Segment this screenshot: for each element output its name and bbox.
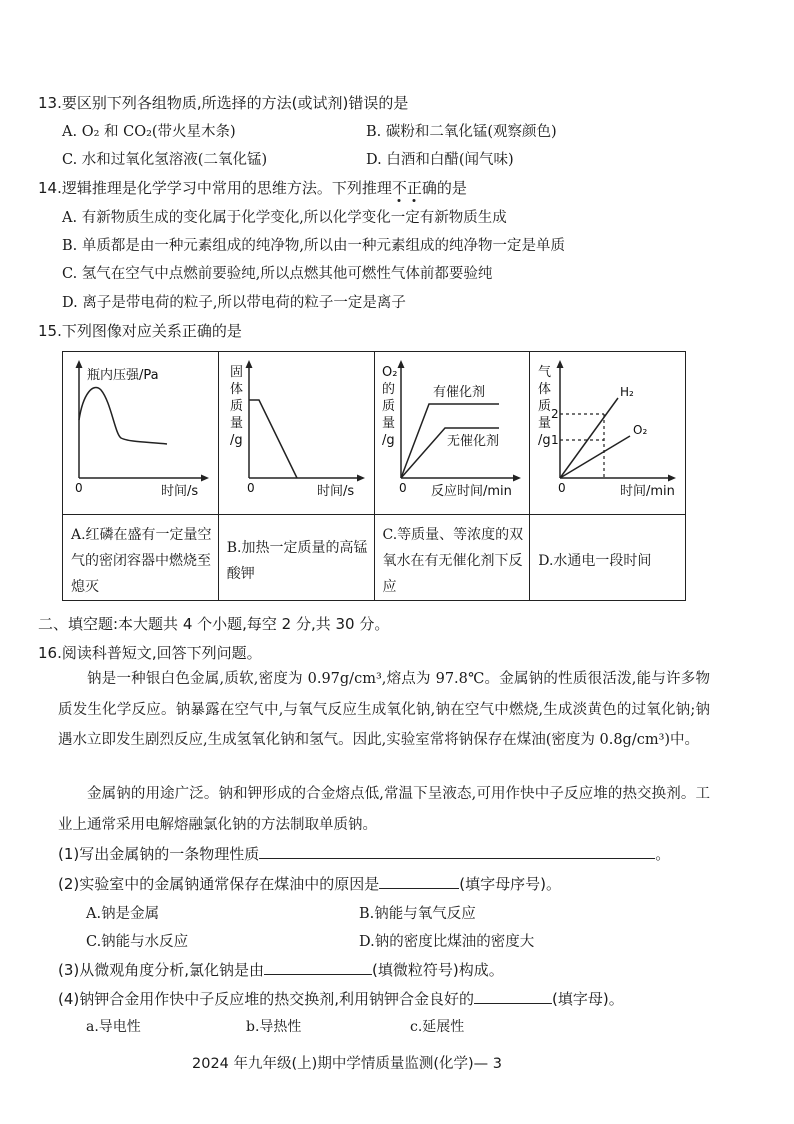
q16-sub4-text: (4)钠钾合金用作快中子反应堆的热交换剂,利用钠钾合金良好的: [58, 990, 475, 1008]
q16-sub4-answer-blank[interactable]: [474, 989, 552, 1004]
graph-c-ylabel-0: O₂: [381, 365, 397, 380]
graph-b-ylabel-0: 固: [229, 365, 243, 380]
graph-b-ylabel-1: 体: [229, 382, 243, 397]
q14-stem-part1: 14.逻辑推理是化学学习中常用的思维方法。下列推理: [38, 179, 392, 197]
caption-d: D.水通电一段时间: [530, 515, 686, 601]
q14-stem: [38, 177, 467, 198]
graph-b-cell: [218, 352, 374, 515]
page-footer: 2024 年九年级(上)期中学情质量监测(化学)— 3: [192, 1056, 502, 1072]
q16-paragraph-2: 金属钠的用途广泛。钠和钾形成的合金熔点低,常温下呈液态,可用作快中子反应堆的热交换剂。工业上通常采用电解熔融氯化钠的方法制取单质钠。: [58, 786, 710, 833]
graph-c-label-catalyst: 有催化剂: [432, 385, 485, 400]
caption-b: B.加热一定质量的高锰酸钾: [218, 515, 374, 601]
q16-stem: 16.阅读科普短文,回答下列问题。: [38, 644, 262, 662]
graph-d-ylabel-1: 体: [538, 382, 552, 397]
graph-d-ylabel-2: 质: [538, 399, 552, 414]
q15-figure-table: [62, 351, 686, 601]
graph-d: [530, 352, 684, 510]
graph-c: [375, 352, 529, 510]
graph-d-ylabel-3: 量: [538, 416, 552, 431]
section-2-heading: 二、填空题:本大题共 4 个小题,每空 2 分,共 30 分。: [38, 615, 390, 633]
graph-d-origin: 0: [558, 481, 566, 495]
graph-a-cell: [63, 352, 219, 515]
graph-b-origin: 0: [246, 481, 255, 495]
q14-option-a: A. 有新物质生成的变化属于化学变化,所以化学变化一定有新物质生成: [62, 210, 507, 226]
q16-sub3-text: (3)从微观角度分析,氯化钠是由: [58, 961, 265, 979]
graph-b-ylabel-4: /g: [229, 433, 243, 448]
q16-passage-2: [58, 779, 710, 840]
q14-emphasis-bu: 不: [391, 179, 407, 197]
q16-sub3-answer-blank[interactable]: [264, 960, 372, 975]
q16-sub2-option-a: A.钠是金属: [86, 906, 160, 922]
graph-a-origin: 0: [75, 481, 83, 495]
graph-c-ylabel-2: 质: [381, 399, 395, 414]
graph-d-label-h2: H₂: [620, 385, 635, 399]
q16-passage: [58, 664, 710, 756]
q13-option-b: B. 碳粉和二氧化锰(观察颜色): [366, 124, 557, 140]
q14-option-c: C. 氢气在空气中点燃前要验纯,所以点燃其他可燃性气体前都要验纯: [62, 266, 493, 282]
graph-b: [219, 352, 373, 510]
graph-d-label-o2: O₂: [633, 423, 648, 437]
q16-paragraph-1: 钠是一种银白色金属,质软,密度为 0.97g/cm³,熔点为 97.8℃。金属钠的性质很活泼,能与许多物质发生化学反应。钠暴露在空气中,与氧气反应生成氧化钠,钠在空气中燃烧,生成淡黄色的过氧化钠;钠遇水立即发生剧烈反应,生成氢氧化钠和氢气。因此,实验室常将钠保存在煤油(密度为 0.8g/cm³)中。: [58, 671, 710, 749]
graph-d-xlabel: 时间/min: [620, 484, 676, 499]
q13-option-a: A. O₂ 和 CO₂(带火星木条): [62, 124, 236, 140]
q16-sub1-answer-blank[interactable]: [259, 844, 655, 859]
q14-emphasis-zheng: 正: [406, 179, 422, 197]
q13-stem: 13.要区别下列各组物质,所选择的方法(或试剂)错误的是: [38, 94, 409, 112]
caption-a: A.红磷在盛有一定量空气的密闭容器中燃烧至熄灭: [63, 515, 219, 601]
q16-sub1: [58, 843, 670, 864]
graph-b-ylabel-2: 质: [229, 399, 243, 414]
graph-b-xlabel: 时间/s: [316, 484, 354, 499]
q16-sub4-option-c: c.延展性: [410, 1019, 465, 1035]
graph-c-label-no-catalyst: 无催化剂: [446, 434, 499, 449]
q16-sub3-end: (填微粒符号)构成。: [372, 961, 504, 979]
q16-sub4: [58, 988, 624, 1009]
graph-a: [63, 352, 217, 510]
graph-c-ylabel-3: 量: [381, 416, 395, 431]
q16-sub4-end: (填字母)。: [552, 990, 624, 1008]
graph-d-ylabel-4: /g: [538, 433, 551, 448]
q15-stem: 15.下列图像对应关系正确的是: [38, 322, 242, 340]
q14-option-d: D. 离子是带电荷的粒子,所以带电荷的粒子一定是离子: [62, 295, 406, 311]
q16-sub1-text: (1)写出金属钠的一条物理性质: [58, 845, 260, 863]
q16-sub2-end: (填字母序号)。: [459, 875, 561, 893]
graph-d-cell: [530, 352, 686, 515]
graph-d-tick-1: 1: [551, 433, 559, 447]
graph-a-xlabel: 时间/s: [161, 484, 199, 499]
graph-c-ylabel-4: /g: [381, 433, 395, 448]
q13-option-c: C. 水和过氧化氢溶液(二氧化锰): [62, 152, 268, 168]
q16-sub3: [58, 959, 504, 980]
q14-stem-part2: 确的是: [421, 179, 467, 197]
q16-sub2: [58, 873, 561, 894]
graph-d-tick-2: 2: [551, 407, 559, 421]
q16-sub1-end: 。: [655, 845, 671, 863]
q16-sub4-option-a: a.导电性: [86, 1019, 141, 1035]
q16-sub4-option-b: b.导热性: [246, 1019, 302, 1035]
graph-a-ylabel: 瓶内压强/Pa: [87, 368, 159, 383]
graph-c-cell: [374, 352, 530, 515]
q14-option-b: B. 单质都是由一种元素组成的纯净物,所以由一种元素组成的纯净物一定是单质: [62, 238, 565, 254]
q16-sub2-text: (2)实验室中的金属钠通常保存在煤油中的原因是: [58, 875, 380, 893]
graph-d-ylabel-0: 气: [538, 365, 552, 380]
q16-sub2-option-d: D.钠的密度比煤油的密度大: [359, 934, 535, 950]
graph-c-ylabel-1: 的: [381, 382, 395, 397]
graph-b-ylabel-3: 量: [229, 416, 243, 431]
q16-sub2-answer-blank[interactable]: [379, 874, 459, 889]
q13-option-d: D. 白酒和白醋(闻气味): [366, 152, 514, 168]
graph-c-origin: 0: [398, 481, 407, 495]
caption-c: C.等质量、等浓度的双氧水在有无催化剂下反应: [374, 515, 530, 601]
q16-sub2-option-b: B.钠能与氧气反应: [359, 906, 476, 922]
q16-sub2-option-c: C.钠能与水反应: [86, 934, 189, 950]
graph-c-xlabel: 反应时间/min: [430, 484, 512, 499]
